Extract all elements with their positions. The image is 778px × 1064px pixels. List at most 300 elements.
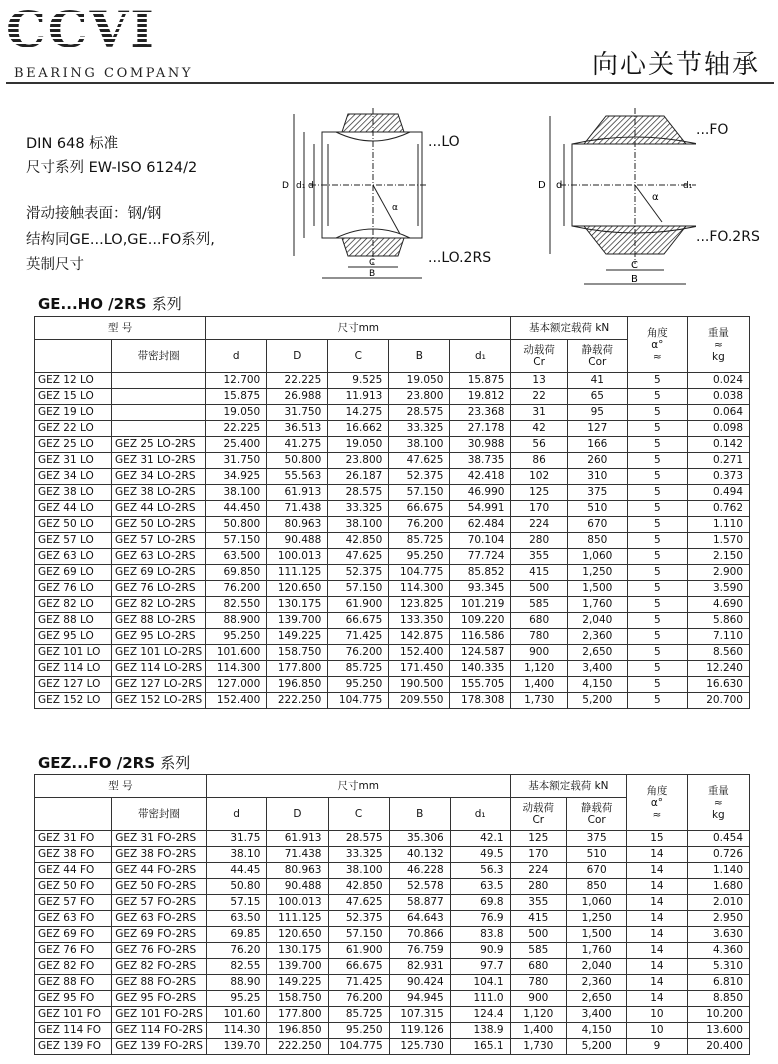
table-row [35,421,750,437]
cell-static-load: 41 [567,373,627,389]
cell-angle: 5 [627,469,687,485]
cell-D: 111.125 [267,911,328,927]
header-weight-approx: ≈ [714,338,723,351]
cell-d: 50.80 [206,879,266,895]
cell-B: 125.730 [389,1039,450,1055]
table-row [35,863,750,879]
cell-model: GEZ 88 FO [35,975,112,991]
cell-static-load: 2,360 [567,975,627,991]
cell-B: 171.450 [389,661,450,677]
cell-angle: 5 [627,597,687,613]
cell-d: 88.900 [206,613,267,629]
cell-D: 22.225 [267,373,328,389]
cell-C: 52.375 [328,565,389,581]
cell-d: 95.25 [206,991,266,1007]
cell-B: 95.250 [389,549,450,565]
cell-model: GEZ 12 LO [35,373,112,389]
header-D: D [267,798,328,831]
cell-d: 95.250 [206,629,267,645]
cell-weight: 4.690 [687,597,749,613]
cell-sealed-model: GEZ 139 FO-2RS [112,1039,207,1055]
cell-sealed-model: GEZ 82 FO-2RS [112,959,207,975]
cell-C: 71.425 [328,629,389,645]
cell-d: 19.050 [206,405,267,421]
header-dynamic-load [511,340,567,373]
cell-model: GEZ 88 LO [35,613,112,629]
fo-dim-D: D [538,180,546,191]
table-row [35,645,750,661]
cell-dynamic-load: 1,120 [511,661,567,677]
cell-weight: 2.950 [687,911,749,927]
cell-angle: 14 [627,911,687,927]
table-row [35,927,750,943]
cell-B: 119.126 [389,1023,450,1039]
cell-d1: 19.812 [450,389,511,405]
cell-d1: 83.8 [450,927,510,943]
cell-model: GEZ 38 FO [35,847,112,863]
cell-C: 9.525 [328,373,389,389]
cell-weight: 0.494 [687,485,749,501]
cell-d: 57.150 [206,533,267,549]
section2-title-suffix: 系列 [160,754,191,772]
cell-B: 94.945 [389,991,450,1007]
header-dyn-sym: Cr [532,814,545,826]
table-row [35,453,750,469]
cell-angle: 14 [627,879,687,895]
cell-d1: 116.586 [450,629,511,645]
table-row [35,895,750,911]
cell-static-load: 1,250 [567,911,627,927]
cell-B: 33.325 [389,421,450,437]
structure-line: 结构同GE...LO,GE...FO系列, [26,232,215,248]
header-C: C [328,798,389,831]
header-weight-label: 重量 [707,784,729,797]
cell-d1: 104.1 [450,975,510,991]
cell-model: GEZ 25 LO [35,437,112,453]
cell-model: GEZ 44 FO [35,863,112,879]
cell-angle: 5 [627,629,687,645]
cell-model: GEZ 114 FO [35,1023,112,1039]
cell-d1: 77.724 [450,549,511,565]
header-d: d [206,798,266,831]
cell-model: GEZ 57 LO [35,533,112,549]
cell-C: 61.900 [328,943,389,959]
cell-d1: 42.1 [450,831,510,847]
cell-static-load: 850 [567,533,627,549]
header-dims: 尺寸mm [206,317,511,340]
header-stat-label: 静载荷 [580,802,613,814]
section1-title-text: GE...HO /2RS [38,295,147,313]
cell-d: 12.700 [206,373,267,389]
cell-dynamic-load: 780 [511,629,567,645]
cell-weight: 1.110 [687,517,749,533]
header-model-blank [35,798,112,831]
header-angle-label: 角度 [646,784,668,797]
cell-sealed-model: GEZ 95 LO-2RS [112,629,206,645]
cell-C: 76.200 [328,645,389,661]
cell-D: 120.650 [267,581,328,597]
cell-weight: 4.360 [687,943,749,959]
cell-angle: 5 [627,373,687,389]
cell-static-load: 1,250 [567,565,627,581]
cell-static-load: 3,400 [567,661,627,677]
cell-angle: 5 [627,501,687,517]
cell-D: 90.488 [267,533,328,549]
cell-D: 177.800 [267,661,328,677]
cell-d1: 97.7 [450,959,510,975]
cell-model: GEZ 22 LO [35,421,112,437]
table-row [35,485,750,501]
cell-C: 76.200 [328,991,389,1007]
cell-d1: 178.308 [450,693,511,709]
cell-static-load: 1,760 [567,943,627,959]
header-B: B [389,340,450,373]
cell-angle: 5 [627,565,687,581]
cell-B: 76.200 [389,517,450,533]
cell-dynamic-load: 1,120 [510,1007,567,1023]
table-row [35,879,750,895]
cell-weight: 1.140 [687,863,749,879]
cell-dynamic-load: 585 [510,943,567,959]
cell-d: 57.15 [206,895,266,911]
cell-d: 82.55 [206,959,266,975]
table-row [35,1039,750,1055]
cell-B: 46.228 [389,863,450,879]
cell-static-load: 1,500 [567,927,627,943]
lo-dim-d1: d₁ [296,181,306,191]
cell-sealed-model: GEZ 31 FO-2RS [112,831,207,847]
cell-weight: 12.240 [687,661,749,677]
cell-D: 111.125 [267,565,328,581]
cell-static-load: 260 [567,453,627,469]
cell-sealed-model: GEZ 114 FO-2RS [112,1023,207,1039]
cell-D: 41.275 [267,437,328,453]
table-row [35,1023,750,1039]
cell-static-load: 310 [567,469,627,485]
page-title: 向心关节轴承 [591,50,760,80]
cell-D: 100.013 [267,549,328,565]
header-d1: d₁ [450,798,510,831]
header-angle [627,775,687,831]
header-d: d [206,340,267,373]
cell-C: 42.850 [328,533,389,549]
cell-C: 28.575 [328,485,389,501]
lo-bearing-drawing [280,104,430,284]
lo-label-top: ...LO [428,134,460,150]
table-row [35,437,750,453]
cell-weight: 13.600 [687,1023,749,1039]
cell-C: 57.150 [328,581,389,597]
cell-d: 63.500 [206,549,267,565]
cell-B: 209.550 [389,693,450,709]
cell-D: 71.438 [267,847,328,863]
cell-angle: 14 [627,991,687,1007]
table-row [35,693,750,709]
cell-C: 104.775 [328,1039,389,1055]
cell-sealed-model: GEZ 95 FO-2RS [112,991,207,1007]
header-model-blank [35,340,112,373]
cell-sealed-model: GEZ 38 LO-2RS [112,485,206,501]
cell-d: 38.100 [206,485,267,501]
cell-d: 38.10 [206,847,266,863]
cell-static-load: 5,200 [567,693,627,709]
cell-model: GEZ 31 LO [35,453,112,469]
cell-d: 76.200 [206,581,267,597]
cell-C: 19.050 [328,437,389,453]
cell-sealed-model: GEZ 101 FO-2RS [112,1007,207,1023]
cell-d1: 140.335 [450,661,511,677]
cell-angle: 14 [627,943,687,959]
cell-B: 57.150 [389,485,450,501]
cell-d1: 155.705 [450,677,511,693]
cell-dynamic-load: 415 [511,565,567,581]
header-dynamic-load [510,798,567,831]
cell-d: 114.30 [206,1023,266,1039]
cell-D: 90.488 [267,879,328,895]
cell-d1: 138.9 [450,1023,510,1039]
cell-angle: 5 [627,437,687,453]
cell-D: 139.700 [267,613,328,629]
cell-static-load: 166 [567,437,627,453]
dimension-series-line: 尺寸系列 EW-ISO 6124/2 [26,160,198,176]
cell-d1: 30.988 [450,437,511,453]
cell-dynamic-load: 1,730 [510,1039,567,1055]
cell-sealed-model: GEZ 25 LO-2RS [112,437,206,453]
cell-D: 120.650 [267,927,328,943]
table-row [35,565,750,581]
cell-dynamic-load: 102 [511,469,567,485]
cell-sealed-model [112,389,206,405]
table-row [35,629,750,645]
header-sealed: 带密封圈 [112,340,206,373]
cell-dynamic-load: 585 [511,597,567,613]
cell-D: 196.850 [267,677,328,693]
cell-weight: 5.860 [687,613,749,629]
cell-B: 104.775 [389,565,450,581]
cell-B: 40.132 [389,847,450,863]
cell-d: 22.225 [206,421,267,437]
cell-weight: 16.630 [687,677,749,693]
cell-weight: 0.064 [687,405,749,421]
cell-dynamic-load: 86 [511,453,567,469]
cell-static-load: 5,200 [567,1039,627,1055]
cell-C: 38.100 [328,517,389,533]
table-row [35,831,750,847]
cell-B: 58.877 [389,895,450,911]
cell-model: GEZ 69 LO [35,565,112,581]
cell-B: 52.375 [389,469,450,485]
cell-static-load: 2,040 [567,613,627,629]
lo-spec-table [34,316,750,709]
cell-d: 31.750 [206,453,267,469]
cell-weight: 2.010 [687,895,749,911]
lo-dim-d: d [308,181,314,191]
cell-C: 23.800 [328,453,389,469]
cell-weight: 20.700 [687,693,749,709]
cell-sealed-model: GEZ 76 LO-2RS [112,581,206,597]
cell-angle: 9 [627,1039,687,1055]
header-B: B [389,798,450,831]
cell-static-load: 2,040 [567,959,627,975]
cell-dynamic-load: 680 [510,959,567,975]
table-row [35,405,750,421]
cell-B: 152.400 [389,645,450,661]
header-angle-unit: α° [651,338,664,351]
cell-model: GEZ 57 FO [35,895,112,911]
cell-C: 85.725 [328,661,389,677]
cell-model: GEZ 31 FO [35,831,112,847]
cell-d1: 46.990 [450,485,511,501]
cell-D: 149.225 [267,975,328,991]
cell-weight: 7.110 [687,629,749,645]
cell-weight: 3.630 [687,927,749,943]
fo-dim-d: d [556,180,563,191]
cell-C: 38.100 [328,863,389,879]
cell-d: 31.75 [206,831,266,847]
cell-C: 11.913 [328,389,389,405]
cell-weight: 0.038 [687,389,749,405]
cell-angle: 14 [627,975,687,991]
cell-dynamic-load: 42 [511,421,567,437]
cell-angle: 10 [627,1023,687,1039]
cell-static-load: 95 [567,405,627,421]
cell-weight: 3.590 [687,581,749,597]
cell-dynamic-load: 355 [510,895,567,911]
cell-C: 71.425 [328,975,389,991]
cell-model: GEZ 101 FO [35,1007,112,1023]
table-row [35,501,750,517]
cell-angle: 14 [627,863,687,879]
cell-d: 82.550 [206,597,267,613]
cell-C: 61.900 [328,597,389,613]
header-dims: 尺寸mm [206,775,510,798]
cell-weight: 20.400 [687,1039,749,1055]
cell-D: 149.225 [267,629,328,645]
header-model: 型 号 [35,775,207,798]
cell-sealed-model [112,421,206,437]
cell-static-load: 1,500 [567,581,627,597]
cell-dynamic-load: 355 [511,549,567,565]
cell-D: 55.563 [267,469,328,485]
cell-B: 90.424 [389,975,450,991]
table-row [35,533,750,549]
fo-bearing-drawing [536,104,696,294]
cell-B: 28.575 [389,405,450,421]
cell-sealed-model: GEZ 82 LO-2RS [112,597,206,613]
cell-D: 61.913 [267,485,328,501]
cell-sealed-model: GEZ 44 FO-2RS [112,863,207,879]
cell-D: 130.175 [267,597,328,613]
cell-d: 15.875 [206,389,267,405]
cell-C: 57.150 [328,927,389,943]
cell-d1: 85.852 [450,565,511,581]
cell-angle: 5 [627,389,687,405]
cell-C: 26.187 [328,469,389,485]
cell-weight: 2.900 [687,565,749,581]
cell-weight: 0.454 [687,831,749,847]
section1-title-suffix: 系列 [151,295,182,313]
cell-angle: 14 [627,895,687,911]
cell-weight: 8.560 [687,645,749,661]
cell-C: 47.625 [328,895,389,911]
cell-angle: 5 [627,549,687,565]
table-row [35,943,750,959]
header-model: 型 号 [35,317,206,340]
cell-d1: 124.587 [450,645,511,661]
fo-spec-table [34,774,750,1055]
cell-model: GEZ 50 LO [35,517,112,533]
cell-d1: 15.875 [450,373,511,389]
cell-C: 85.725 [328,1007,389,1023]
cell-d1: 76.9 [450,911,510,927]
cell-weight: 0.024 [687,373,749,389]
cell-D: 130.175 [267,943,328,959]
cell-dynamic-load: 900 [510,991,567,1007]
cell-C: 66.675 [328,613,389,629]
cell-B: 52.578 [389,879,450,895]
cell-angle: 5 [627,485,687,501]
cell-d1: 101.219 [450,597,511,613]
cell-weight: 0.373 [687,469,749,485]
cell-dynamic-load: 224 [511,517,567,533]
contact-surface-line: 滑动接触表面：钢/钢 [26,206,162,222]
section2-title [38,752,190,773]
cell-C: 42.850 [328,879,389,895]
cell-angle: 5 [627,613,687,629]
cell-B: 133.350 [389,613,450,629]
cell-weight: 0.762 [687,501,749,517]
cell-B: 107.315 [389,1007,450,1023]
header-sealed: 带密封圈 [112,798,207,831]
cell-static-load: 2,360 [567,629,627,645]
cell-weight: 0.726 [687,847,749,863]
fo-alpha: α [652,192,659,203]
cell-model: GEZ 63 FO [35,911,112,927]
cell-sealed-model: GEZ 152 LO-2RS [112,693,206,709]
header-C: C [328,340,389,373]
cell-static-load: 4,150 [567,677,627,693]
logo-wordmark: CCVI [6,0,156,59]
cell-dynamic-load: 170 [510,847,567,863]
cell-dynamic-load: 1,400 [511,677,567,693]
cell-B: 35.306 [389,831,450,847]
cell-sealed-model: GEZ 57 FO-2RS [112,895,207,911]
cell-angle: 5 [627,421,687,437]
cell-dynamic-load: 1,400 [510,1023,567,1039]
cell-weight: 0.271 [687,453,749,469]
cell-static-load: 670 [567,863,627,879]
cell-static-load: 127 [567,421,627,437]
cell-static-load: 3,400 [567,1007,627,1023]
inch-size-line: 英制尺寸 [26,257,84,273]
cell-D: 80.963 [267,863,328,879]
cell-dynamic-load: 900 [511,645,567,661]
cell-model: GEZ 82 LO [35,597,112,613]
cell-angle: 10 [627,1007,687,1023]
cell-B: 64.643 [389,911,450,927]
header-stat-sym: Cor [588,356,607,368]
cell-model: GEZ 44 LO [35,501,112,517]
cell-angle: 5 [627,693,687,709]
cell-dynamic-load: 280 [510,879,567,895]
cell-dynamic-load: 500 [510,927,567,943]
cell-sealed-model: GEZ 101 LO-2RS [112,645,206,661]
cell-dynamic-load: 125 [510,831,567,847]
cell-D: 31.750 [267,405,328,421]
cell-sealed-model: GEZ 69 LO-2RS [112,565,206,581]
cell-B: 76.759 [389,943,450,959]
cell-weight: 6.810 [687,975,749,991]
